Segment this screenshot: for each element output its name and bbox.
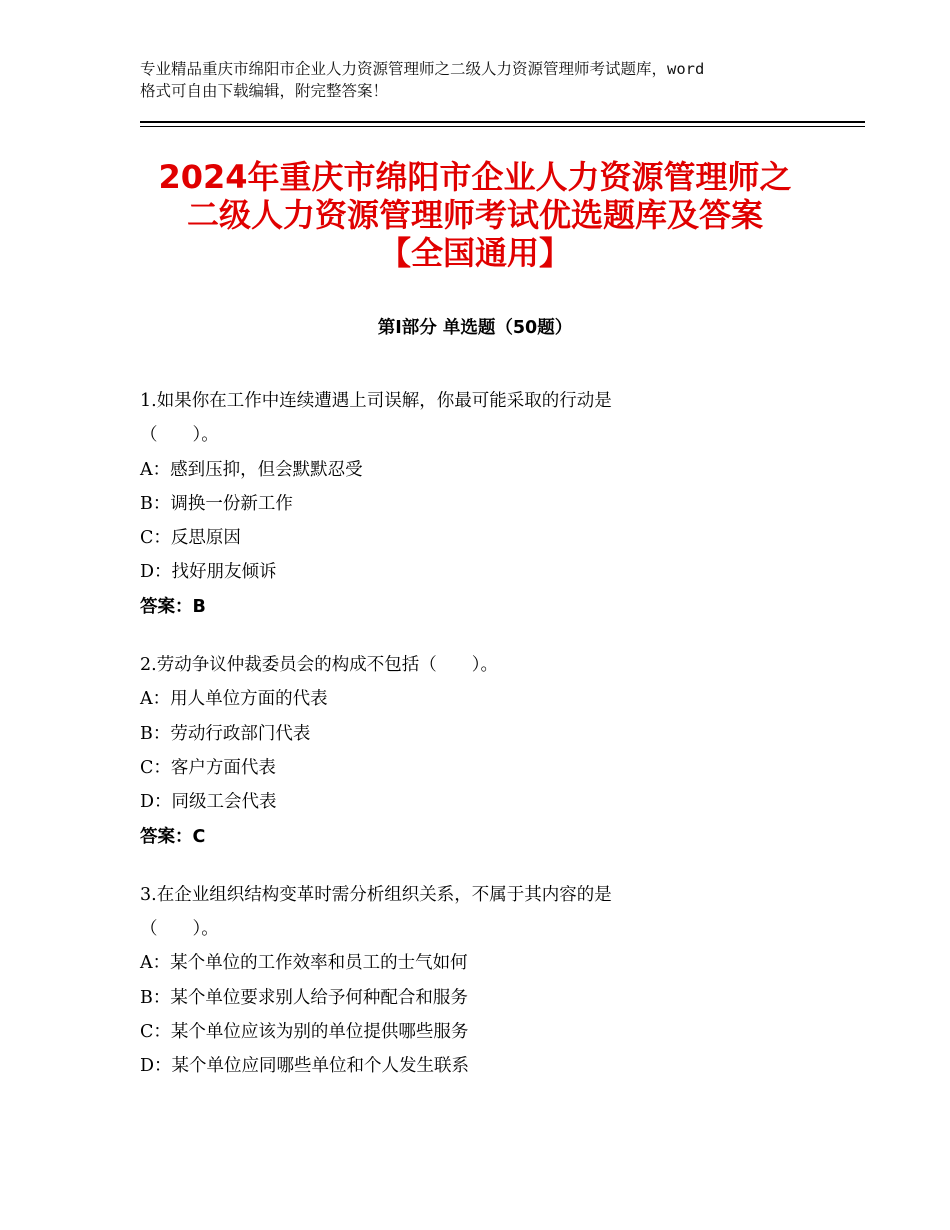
option-d: D：某个单位应同哪些单位和个人发生联系 xyxy=(140,1056,470,1077)
option-d: D：找好朋友倾诉 xyxy=(140,562,277,583)
question-stem: 2.劳动争议仲裁委员会的构成不包括（ ）。 xyxy=(140,655,498,676)
option-d: D：同级工会代表 xyxy=(140,792,277,813)
header-note-line-1: 专业精品重庆市绵阳市企业人力资源管理师之二级人力资源管理师考试题库，word xyxy=(140,60,705,78)
question-3 xyxy=(140,878,860,1084)
answer: 答案：B xyxy=(140,596,206,617)
header-note-line-2: 格式可自由下载编辑，附完整答案！ xyxy=(140,82,389,100)
document-title xyxy=(100,158,850,272)
header-rule-thick xyxy=(140,121,865,123)
section-heading: 第Ⅰ部分 单选题（50题） xyxy=(377,318,573,338)
option-b: B：某个单位要求别人给予何种配合和服务 xyxy=(140,987,468,1008)
option-b: B：调换一份新工作 xyxy=(140,493,293,514)
title-line-2: 二级人力资源管理师考试优选题库及答案 xyxy=(186,196,763,234)
title-line-1: 2024年重庆市绵阳市企业人力资源管理师之 xyxy=(158,158,792,196)
option-a: A：用人单位方面的代表 xyxy=(140,689,328,710)
question-stem-continued: （ ）。 xyxy=(140,919,219,940)
option-b: B：劳动行政部门代表 xyxy=(140,723,311,744)
option-c: C：客户方面代表 xyxy=(140,757,276,778)
option-c: C：某个单位应该为别的单位提供哪些服务 xyxy=(140,1022,469,1043)
option-c: C：反思原因 xyxy=(140,528,241,549)
header-rule-thin xyxy=(140,126,865,127)
question-stem-continued: （ ）。 xyxy=(140,425,219,446)
option-a: A：感到压抑，但会默默忍受 xyxy=(140,459,363,480)
header-note xyxy=(140,58,840,102)
question-stem: 1.如果你在工作中连续遭遇上司误解，你最可能采取的行动是 xyxy=(140,391,612,411)
question-list xyxy=(140,384,860,1108)
answer: 答案：C xyxy=(140,826,206,847)
question-stem: 3.在企业组织结构变革时需分析组织关系，不属于其内容的是 xyxy=(140,884,612,905)
option-a: A：某个单位的工作效率和员工的士气如何 xyxy=(140,953,468,974)
question-2 xyxy=(140,648,860,854)
question-1 xyxy=(140,384,860,624)
title-line-3: 【全国通用】 xyxy=(378,234,571,272)
